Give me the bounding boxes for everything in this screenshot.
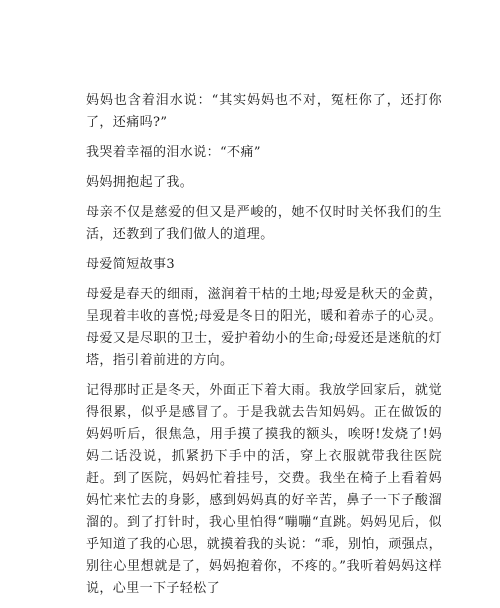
document-body	[86, 90, 442, 608]
section-heading-story-3: 母爱简短故事3	[86, 257, 176, 272]
paragraph-mother-strict: 母亲不仅是慈爱的但又是严峻的，她不仅时时关怀我们的生活，还教到了我们做人的道理。	[86, 205, 442, 242]
paragraph-mother-apology: 妈妈也含着泪水说：“其实妈妈也不对，冤枉你了，还打你了，还痛吗?”	[86, 93, 442, 130]
paragraph-hug: 妈妈拥抱起了我。	[86, 175, 194, 190]
paragraph-winter-rain-story: 记得那时正是冬天，外面正下着大雨。我放学回家后，就觉得很累，似乎是感冒了。于是我就去告知妈妈。正在做饭的妈妈听后，很焦急，用手摸了摸我的额头，唉呀!发烧了!妈妈二话没说，抓紧扔下手中的活，穿上衣服就带我往医院赶。到了医院，妈妈忙着挂号，交费。我坐在椅子上看着妈妈忙来忙去的身影，感到妈妈真的好辛苦，鼻子一下子酸溜溜的。到了打针时，我心里怕得“嘣嘣“直跳。妈妈见后，似乎知道了我的心思，就摸着我的头说：“乖，别怕，顽强点，别往心里想就是了，妈妈抱着你，不疼的。”我听着妈妈这样说，心里一下子轻松了	[86, 383, 442, 596]
paragraph-mother-love-metaphors: 母爱是春天的细雨，滋润着干枯的土地;母爱是秋天的金黄，呈现着丰收的喜悦;母爱是冬日的阳光，暖和着赤子的心灵。母爱又是尽职的卫士，爱护着幼小的生命;母爱还是迷航的灯塔，指引着前进的方向。	[86, 287, 442, 368]
paragraph-not-hurt: 我哭着幸福的泪水说：“不痛”	[86, 145, 261, 160]
